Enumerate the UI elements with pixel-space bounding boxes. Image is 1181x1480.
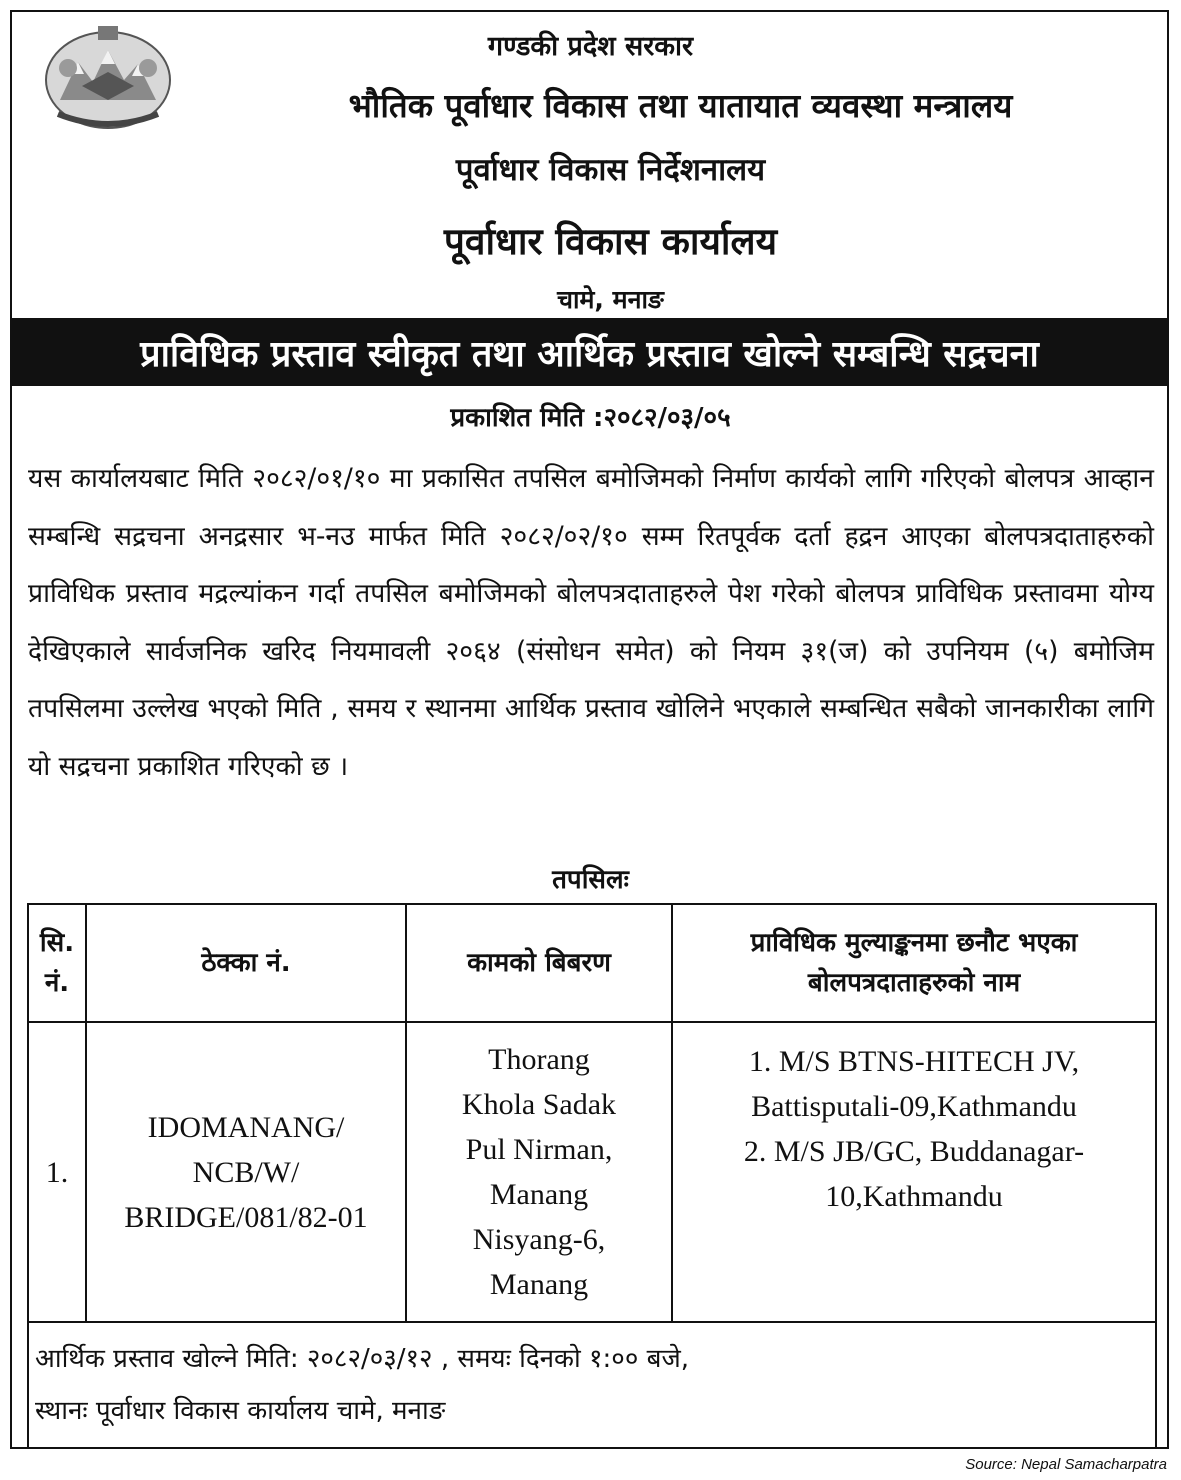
cell-contract-no: IDOMANANG/ NCB/W/ BRIDGE/081/82-01 <box>86 1022 406 1322</box>
source-credit: Source: Nepal Samacharpatra <box>965 1456 1167 1473</box>
notice-title: प्राविधिक प्रस्ताव स्वीकृत तथा आर्थिक प्रस्ताव खोल्ने सम्बन्धि सद्रचना <box>10 318 1169 386</box>
directorate-name: पूर्वाधार विकास निर्देशनालय <box>455 152 766 188</box>
col-header-description: कामको बिबरण <box>406 904 672 1022</box>
opening-details <box>28 1322 1156 1448</box>
cell-sn: 1. <box>28 1022 86 1322</box>
opening-date-time: आर्थिक प्रस्ताव खोल्ने मिति: २०८२/०३/१२ , समयः दिनको १:०० बजे, <box>35 1344 690 1374</box>
table-header-row <box>28 904 1156 1022</box>
office-location: चामे, मनाङ <box>557 285 664 314</box>
cell-description: Thorang Khola Sadak Pul Nirman, Manang Nisyang-6, Manang <box>406 1022 672 1322</box>
opening-venue: स्थानः पूर्वाधार विकास कार्यालय चामे, मनाङ <box>35 1396 446 1426</box>
schedule-table <box>27 903 1157 1449</box>
col-header-sn: सि. नं. <box>28 904 86 1022</box>
government-name: गण्डकी प्रदेश सरकार <box>487 31 694 62</box>
col-header-bidders: प्राविधिक मुल्याङ्कनमा छनौट भएका बोलपत्रदाताहरुको नाम <box>672 904 1156 1022</box>
published-date: प्रकाशित मिति :२०८२/०३/०५ <box>450 403 731 433</box>
cell-bidders: 1. M/S BTNS-HITECH JV, Battisputali-09,Kathmandu 2. M/S JB/GC, Buddanagar- 10,Kathmandu <box>672 1022 1156 1322</box>
table-footer-row <box>28 1322 1156 1448</box>
notice-body: यस कार्यालयबाट मिति २०८२/०१/१० मा प्रकासित तपसिल बमोजिमको निर्माण कार्यको लागि गरिएको बोलपत्र आव्हान सम्बन्धि सद्रचना अनद्रसार भ-नउ मार्फत मिति २०८२/०२/१० सम्म रितपूर्वक दर्ता हद्रन आएका बोलपत्रदाताहरुको प्राविधिक प्रस्ताव मद्रल्यांकन गर्दा तपसिल बमोजिमको बोलपत्रदाताहरुले पेश गरेको बोलपत्र प्राविधिक प्रस्तावमा योग्य देखिएकाले सार्वजनिक खरिद नियमावली २०६४ (संसोधन समेत) को नियम ३१(ज) को उपनियम (५) बमोजिम तपसिलमा उल्लेख भएको मिति , समय र स्थानमा आर्थिक प्रस्ताव खोलिने भएकाले सम्बन्धित सबैको जानकारीका लागि यो सद्रचना प्रकाशित गरिएको छ । <box>28 463 1154 782</box>
col-header-contract-no: ठेक्का नं. <box>86 904 406 1022</box>
office-name: पूर्वाधार विकास कार्यालय <box>443 220 778 263</box>
table-row <box>28 1022 1156 1322</box>
ministry-name: भौतिक पूर्वाधार विकास तथा यातायात व्यवस्था मन्त्रालय <box>348 86 1013 125</box>
schedule-heading: तपसिलः <box>552 865 629 895</box>
